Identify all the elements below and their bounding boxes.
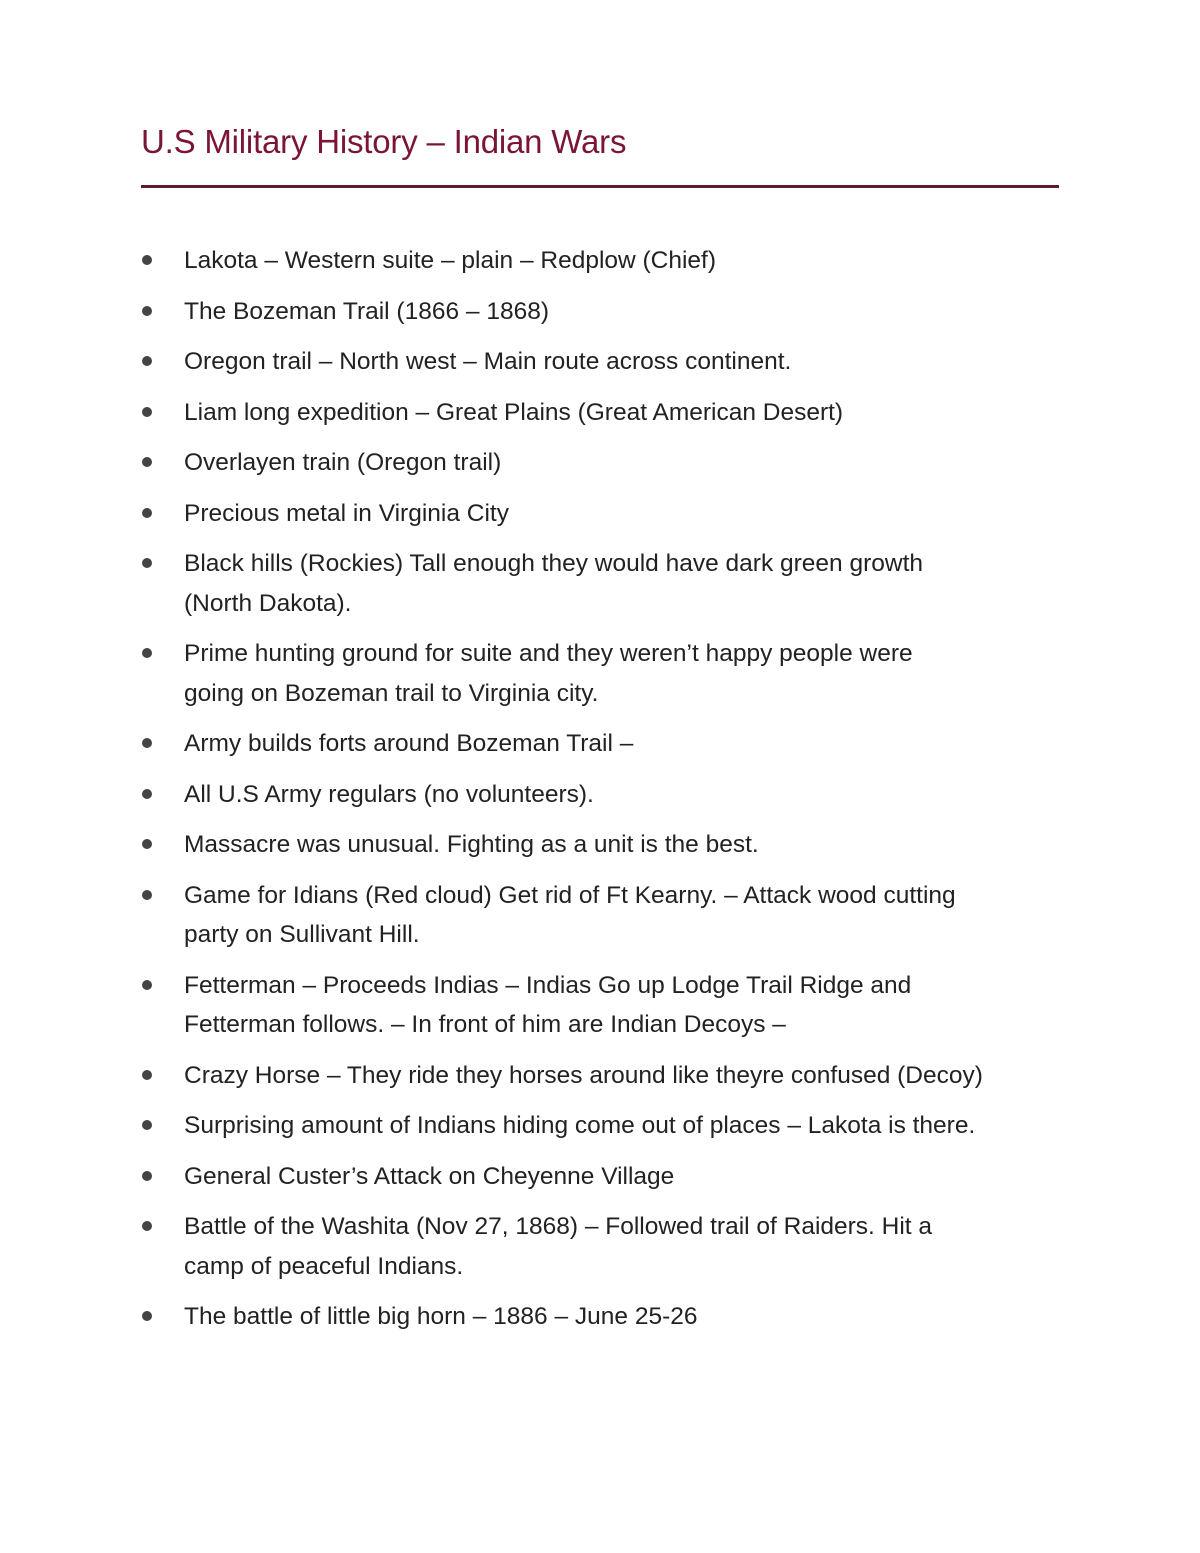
bullet-text-line: Massacre was unusual. Fighting as a unit is the best. (184, 831, 759, 858)
bullet-dot-icon (142, 1171, 152, 1181)
bullet-dot-icon (142, 457, 152, 467)
bullet-dot-icon (142, 508, 152, 518)
bullet-text-line: The battle of little big horn – 1886 – June 25-26 (184, 1303, 698, 1330)
bullet-text-line: All U.S Army regulars (no volunteers). (184, 780, 594, 808)
bullet-text-line: General Custer’s Attack on Cheyenne Village (184, 1162, 675, 1190)
bullet-dot-icon (142, 839, 152, 849)
bullet-dot-icon (142, 407, 152, 417)
bullet-dot-icon (142, 558, 152, 568)
bullet-dot-icon (142, 1221, 152, 1231)
bullet-text-line: Game for Idians (Red cloud) Get rid of Ft Kearny. – Attack wood cutting (184, 881, 956, 909)
bullet-text-line: (North Dakota). (184, 589, 352, 617)
bullet-text-line: party on Sullivant Hill. (184, 921, 420, 948)
bullet-text-line: Prime hunting ground for suite and they weren’t happy people were (184, 640, 913, 667)
title-underline-rule (141, 185, 1059, 188)
bullet-dot-icon (142, 980, 152, 990)
bullet-text-line: Fetterman – Proceeds Indias – Indias Go up Lodge Trail Ridge and (184, 971, 912, 999)
bullet-text-line: Crazy Horse – They ride they horses around like theyre confused (Decoy) (184, 1061, 983, 1089)
bullet-dot-icon (142, 255, 152, 265)
bullet-text-line: Lakota – Western suite – plain – Redplow (Chief) (184, 247, 717, 274)
bullet-text-line: Army builds forts around Bozeman Trail – (184, 730, 634, 757)
bullet-dot-icon (142, 1070, 152, 1080)
bullet-text-line: Overlayen train (Oregon trail) (184, 449, 502, 476)
bullet-text-line: Surprising amount of Indians hiding come out of places – Lakota is there. (184, 1112, 976, 1139)
bullet-dot-icon (142, 648, 152, 658)
bullet-text-line: Black hills (Rockies) Tall enough they would have dark green growth (184, 550, 924, 577)
bullet-dot-icon (142, 306, 152, 316)
document-title: U.S Military History – Indian Wars (141, 123, 627, 160)
bullet-dot-icon (142, 1120, 152, 1130)
bullet-dot-icon (142, 789, 152, 799)
bullet-text-line: Fetterman follows. – In front of him are Indian Decoys – (184, 1011, 786, 1038)
bullet-dot-icon (142, 738, 152, 748)
bullet-text-line: camp of peaceful Indians. (184, 1252, 464, 1280)
bullet-text-line: Liam long expedition – Great Plains (Great American Desert) (184, 398, 844, 426)
bullet-text-line: The Bozeman Trail (1866 – 1868) (184, 297, 549, 325)
bullet-text-line: Battle of the Washita (Nov 27, 1868) – Followed trail of Raiders. Hit a (184, 1213, 933, 1240)
bullet-text-line: Precious metal in Virginia City (184, 499, 509, 527)
bullet-text-line: going on Bozeman trail to Virginia city. (184, 679, 599, 707)
bullet-dot-icon (142, 1311, 152, 1321)
bullet-dot-icon (142, 356, 152, 366)
bullet-dot-icon (142, 890, 152, 900)
bullet-text-line: Oregon trail – North west – Main route across continent. (184, 348, 792, 375)
